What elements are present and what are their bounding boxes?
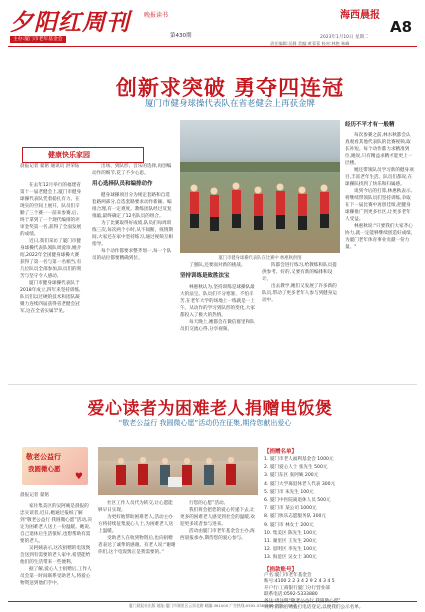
footer-rule (8, 601, 417, 602)
masthead-subtitle: 主办:厦门市老年基金会 (10, 36, 66, 43)
lead-photo (180, 120, 340, 253)
donor-list-item: 5. 厦门市 朱先生 100元 (264, 489, 314, 495)
issue-number: 第430期 (170, 33, 192, 39)
masthead-title: 夕阳红周刊 (10, 9, 130, 36)
donation-logo-image (22, 447, 88, 485)
account-detail: 户名:厦门市老年基金会 (264, 572, 312, 578)
donation-column-1: 家住集美区的吴阿姨是晨报的忠实读者,近日,她通过报纸了解到“敬老公益行 我圆微心愿”活动,决定为困难老人送上一份温暖。她说,自己退休后生活很好,也想帮助有需要的老人。 吴阿姨表示,这次捐赠的电饭煲会送到有需要的老人家中,希望能给他们的生活带来一些便利。 据了解,爱心人士捐赠后,工作人员会第一时间联系受助老人,将爱心物资送到他们手中。 (20, 504, 92, 586)
donor-list-item: 7. 厦门市 某公司 1000元 (264, 506, 317, 512)
performers-image (180, 120, 340, 253)
volunteers-image (98, 447, 258, 495)
donation-logo-title: 敬老公益行 (26, 453, 61, 461)
donor-list-box (264, 447, 414, 611)
donation-logo-subtitle: 我圆微心愿 (28, 465, 61, 473)
lead-column-2: 出场、到队形、音乐的选择,再创编动作的细节,花了不少心思。 用心选择队员和编排动作 健身球操项目分为规定套路和自选套路两部分,自选套路要求动作新颖、编排合理,有一定难度。教练团队经过反复推敲,最终确定了12名队员的组合。 为了比赛取得好成绩,队员们每周训练三次,每次两个小时,从不间断。疫情期间,大家还在家中坚持练习,通过视频互相指导。 每个动作都要求整齐划一,每一个队员的站位都要精确到位。 (92, 164, 174, 261)
lead-column-1: 在去年12月举行的福建省第十一届老健会上,厦门市健身球操代表队凭着稳扎有力、在现实的空间上展开、队员们辛勤了三个赛一一前来参赛,后,终于拿到了一个现代编排的评审金奖第一名,获得了全面发展的成绩。 近日,我们采访了厦门市健身球操代表队领队周爱珍,她介绍,2022年全国健身球操大赛获得了第一名与第一名相当,有几位队员全部参加,队员们的刻苦与坚守令人感动。 厦门市健身球操代表队于2018年成立,四年来坚持训练,队员们以过硬的技术和团队凝聚力连续四届获得省老健会冠军,这在全省实属罕见。 (20, 183, 82, 314)
masthead-subtitle-right: 晚报读书 (144, 12, 169, 19)
lead-subheading-2: 坚持训练是致胜法宝 (180, 273, 230, 279)
donation-photo (98, 447, 258, 495)
donor-list-item: 1. 厦门市老人福利基金会 1000元 (264, 457, 334, 462)
lead-byline: 晨报记者 翟铭 通讯员 洪荣钻 (20, 164, 80, 169)
donor-list-item: 12. 思明区 李先生 100元 (264, 547, 317, 553)
heart-icon: ♥ (74, 472, 83, 482)
donation-column-2: 社区工作人员代为转交,让心愿能够早日实现。 为更好地帮助困难老人,活动主办方将持续征集爱心人士,为困难老人送上温暖。 受助老人在收到物资后,也向捐赠者表达了诚挚的感谢。有老人说:“谢谢你们,这个电饭煲正是我需要的。” (98, 501, 176, 555)
donation-column-3: 行您的心愿”活动。 我们将会把您的爱心传递下去,让更多的困难老人感受到社会的温暖,欢迎更多读者参与进来。 活动由厦门市老年基金会主办,海西晨报承办,期待您的爱心参与。 (180, 501, 255, 541)
account-detail: 开户行:工商银行厦门分行营业部 (264, 585, 330, 591)
lead-subheading-1: 用心选择队员和编排动作 (92, 181, 153, 187)
lead-column-4: 阵都会进行练习,给教练和队员提供参考。好的,又要有新的编排和设计。 出去教学,她们又发展了许多新的队员,带动了更多老年人参与到健身运动中。 (262, 263, 337, 303)
donor-list-item: 11. 湖里区 王先生 200元 (264, 539, 317, 545)
donor-list-item: 8. 厦门快乐志愿服务队 300元 (264, 514, 327, 520)
account-title: 【捐款账号】 (264, 566, 298, 573)
donor-list-item: 3. 厦门东区 张阿姨 200元 (264, 473, 319, 479)
donor-list-item: 13. 海沧区 吴女士 300元 (264, 555, 317, 561)
section-divider (8, 384, 417, 385)
donor-list (264, 456, 414, 563)
lead-column-5: 经历不平才有一般精 每次参赛之前,林水秋都会认真观看其他代表队的比赛视频,取长补短。每个动作都力求精准到位,她说,只有精益求精才能更上一层楼。 她还带领队员学习新的健身项目,丰富老年生活。队员们都说,在球操队找到了快乐和归属感。 谈到今后的打算,林惠秋表示,将继续带领队员们坚持训练,争取在下一届比赛中再创佳绩,把健身球操推广到更多社区,让更多老年人受益。 林惠秋说:"只要我们大家齐心协力,就一定能够继续创造好成绩,为厦门老年体育事业贡献一份力量。" (345, 122, 414, 250)
masthead-rule (8, 46, 417, 47)
donor-list-item: 10. 集美区 陈先生 100元 (264, 530, 317, 536)
lead-subheading-3: 经历不平才有一般精 (345, 122, 395, 128)
page-code: A8 (390, 18, 413, 36)
editor-line: 责任编辑:吴静 美编:黄蓉蓉 校对:林艳 林峰 (270, 41, 350, 46)
date-line: 2023年1月10日 星期二 (320, 35, 369, 40)
donation-headline: 爱心读者为困难老人捐赠电饭煲 (87, 399, 333, 419)
donor-list-item: 4. 厦门大学离退休老人代表 300元 (264, 481, 336, 487)
account-detail: 账号:4100 2 2 3 4 2 9 2 4 3 4 5 (264, 579, 335, 585)
donor-list-item: 9. 厦门市 林女士 200元 (264, 522, 314, 528)
donor-list-title: 【捐赠名单】 (264, 449, 298, 455)
health-logo (22, 147, 144, 163)
newspaper-name: 海西晨报 (340, 10, 380, 21)
lead-subhead: 厦门市健身球操代表队在省老健会上再获金牌 (144, 99, 315, 109)
donor-list-item: 2. 厦门爱心人士 张先生 500元 (264, 465, 328, 471)
footer-text: 厦门晨报社出版 地址:厦门市湖里区云顶北路 邮编:361000 广告热线:0592-5380000 定价:1.50元 (128, 603, 297, 608)
donation-byline: 晨报记者 翟铭 (20, 493, 50, 498)
donation-subhead: “敬老公益行 我圆微心愿”活动仍在征集,期待您献出爱心 (118, 419, 292, 427)
account-detail: 联系电话:0592-5333880 (264, 592, 318, 598)
photo-caption: 厦门市健身球操代表队在比赛中 林惠秋供图 (218, 256, 302, 261)
lead-column-3: 了强队,还要面对新的挑战。 坚持训练是致胜法宝 林惠秋认为,坚持训练是球操队最大的法宝。队员们不分寒暑、不怕辛苦,在老年大学的场地上一练就是一上午。从动作的学习到队形的变化,大家都投入了极大的热情。 每天晚上,她都会在微信群里和队员们交流心得,分享视频。 (180, 262, 258, 380)
account-detail: 说明:捐款后请拨打电话登记,以便我们公示名单。 (264, 605, 364, 611)
health-logo-text: 健康快乐家园 (48, 151, 90, 159)
lead-headline: 创新求突破 勇夺四连冠 (115, 76, 345, 100)
donor-list-item: 6. 厦门中医院离退休人员 500元 (264, 498, 331, 504)
